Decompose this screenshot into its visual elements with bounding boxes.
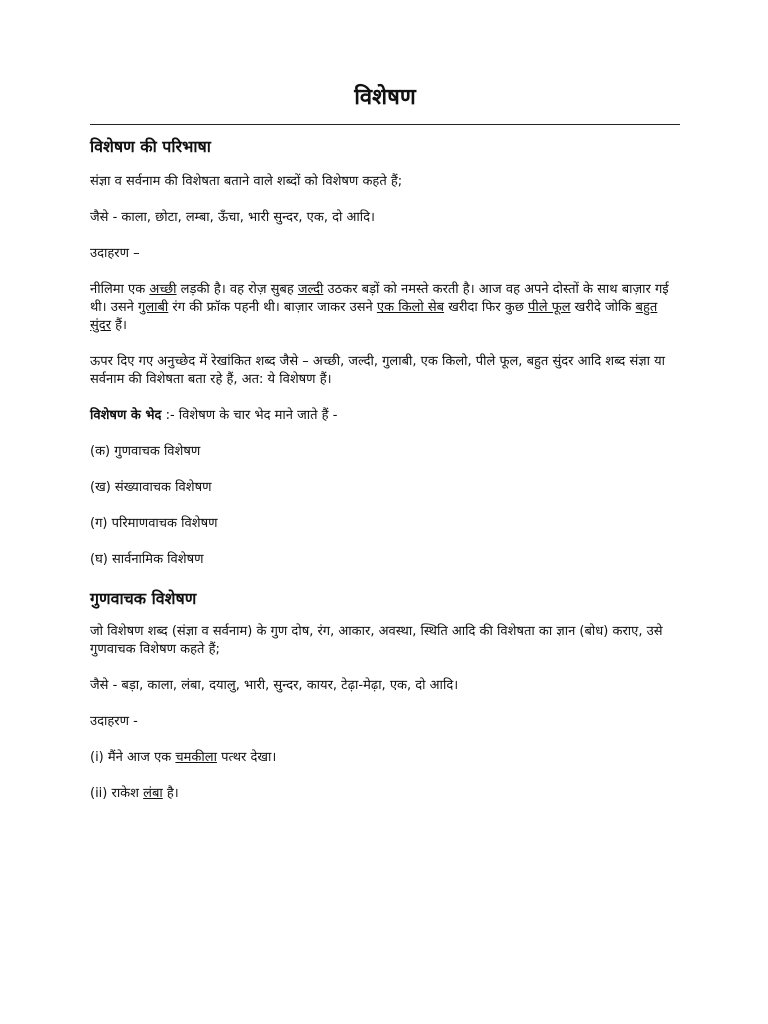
types-label-bold: विशेषण के भेद (90, 408, 162, 423)
qualitative-example-2 (90, 785, 680, 803)
section-heading-qualitative: गुणवाचक विशेषण (90, 589, 197, 608)
underlined-word: जल्दी (297, 282, 324, 297)
underlined-word: अच्छी (149, 282, 177, 297)
text-run: उठकर बड़ों को नमस्ते करती है। आज वह अपने दोस्तों के साथ बाज़ार गई थी। उसने (90, 282, 669, 315)
type-item-4: (घ) सार्वनामिक विशेषण (90, 552, 204, 567)
type-item-1: (क) गुणवाचक विशेषण (90, 444, 201, 459)
underlined-word: बहुत सुंदर (90, 300, 658, 333)
types-label-rest: :- विशेषण के चार भेद माने जाते हैं - (161, 408, 338, 423)
text-run: (i) मैंने आज एक (90, 750, 176, 765)
example-label: उदाहरण – (90, 246, 140, 261)
qualitative-example-1 (90, 749, 680, 767)
text-run: है। (162, 786, 179, 801)
qualitative-definition: जो विशेषण शब्द (संज्ञा व सर्वनाम) के गुण दोष, रंग, आकार, अवस्था, स्थिति आदि की विशेषता का ज्ञान (बोध) कराए, उसे गुणवाचक विशेषण कहते हैं; (90, 624, 663, 657)
text-run: पत्थर देखा। (216, 750, 277, 765)
document-page (90, 80, 680, 803)
underlined-word: गुलाबी (138, 300, 169, 315)
underlined-word: चमकीला (175, 750, 217, 765)
examples-line: जैसे - काला, छोटा, लम्बा, ऊँचा, भारी सुन्दर, एक, दो आदि। (90, 210, 375, 225)
text-run: खरीदे जोकि (570, 300, 636, 315)
qualitative-examples-line: जैसे - बड़ा, काला, लंबा, दयालु, भारी, सुन्दर, कायर, टेढ़ा-मेढ़ा, एक, दो आदि। (90, 678, 459, 693)
underlined-word: पीले फूल (528, 300, 571, 315)
section-heading-definition: विशेषण की परिभाषा (90, 137, 211, 156)
definition-text: संज्ञा व सर्वनाम की विशेषता बताने वाले शब्दों को विशेषण कहते हैं; (90, 174, 403, 189)
document-title: विशेषण (90, 80, 680, 125)
text-run: लड़की है। वह रोज़ सुबह (176, 282, 298, 297)
explanation-paragraph: ऊपर दिए गए अनुच्छेद में रेखांकित शब्द जैसे – अच्छी, जल्दी, गुलाबी, एक किलो, पीले फूल, बहुत सुंदर आदि शब्द संज्ञा या सर्वनाम की विशेषता बता रहे हैं, अत: ये विशेषण हैं। (90, 354, 665, 387)
qualitative-example-label: उदाहरण - (90, 714, 138, 729)
text-run: (ii) राकेश (90, 786, 144, 801)
text-run: हैं। (111, 318, 127, 333)
text-run: रंग की फ्रॉक पहनी थी। बाज़ार जाकर उसने (168, 300, 377, 315)
type-item-2: (ख) संख्यावाचक विशेषण (90, 480, 212, 495)
text-run: नीलिमा एक (90, 282, 150, 297)
underlined-word: एक किलो सेब (376, 300, 445, 315)
example-paragraph (90, 281, 680, 335)
type-item-3: (ग) परिमाणवाचक विशेषण (90, 516, 218, 531)
text-run: खरीदा फिर कुछ (444, 300, 528, 315)
types-intro (90, 407, 680, 425)
underlined-word: लंबा (143, 786, 163, 801)
